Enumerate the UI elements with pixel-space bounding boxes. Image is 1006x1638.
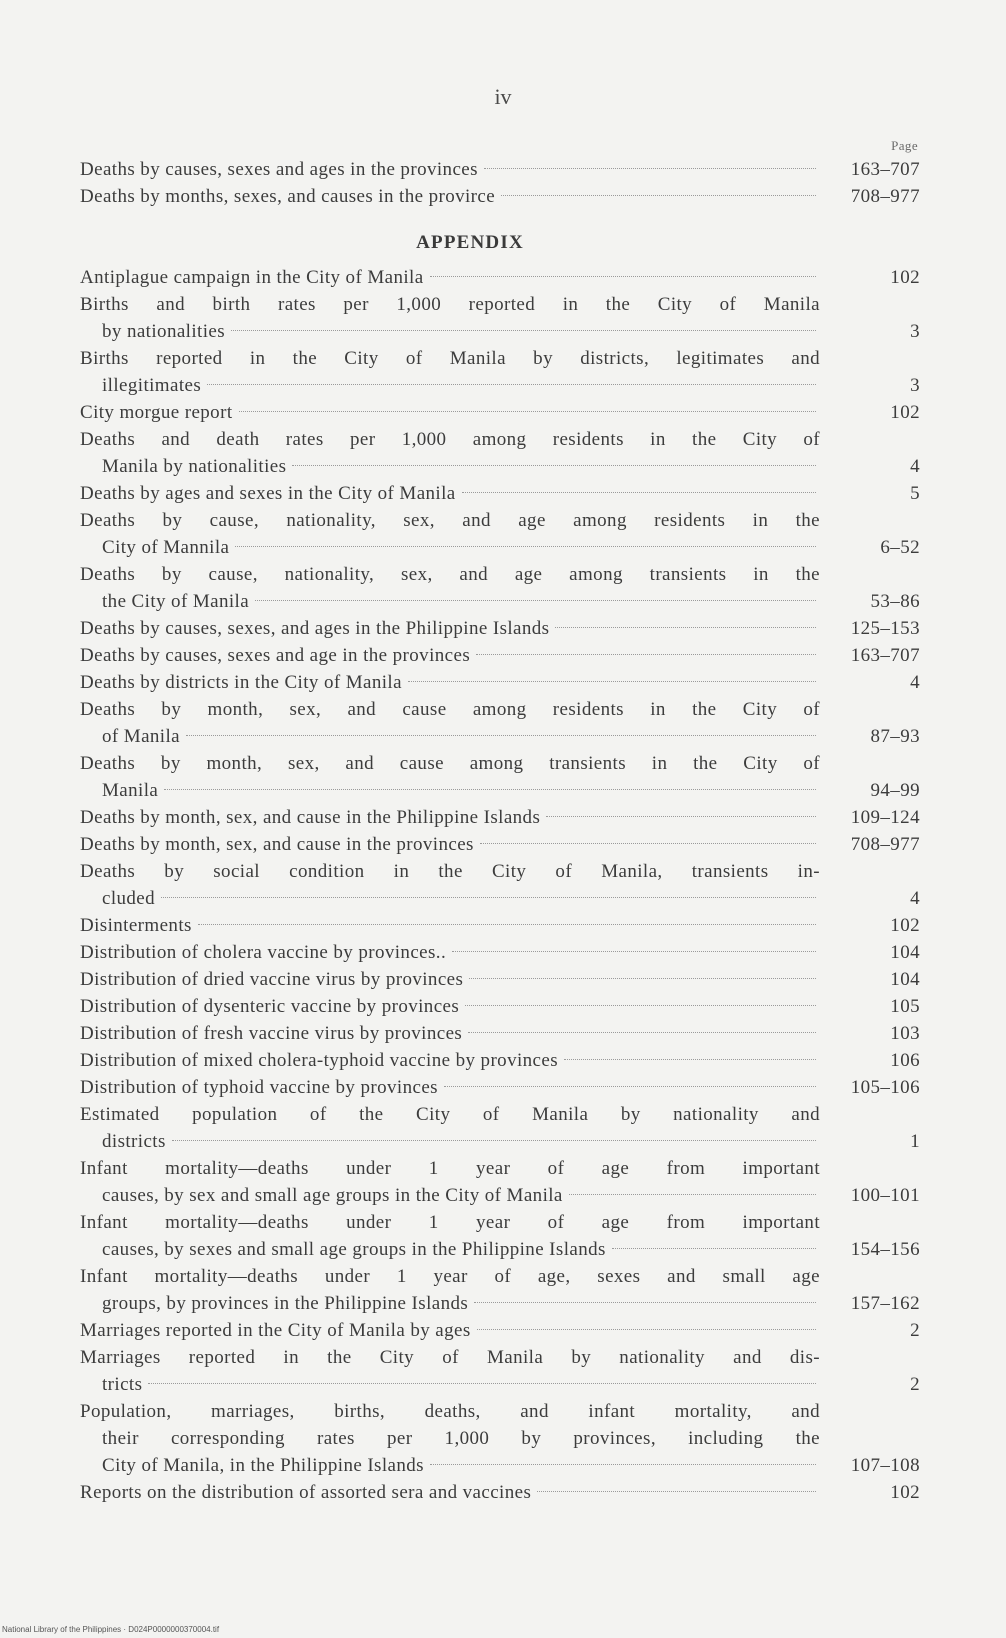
dot-leader [476, 654, 816, 655]
toc-entry-line [80, 399, 820, 426]
toc-entry-text: by nationalities [102, 321, 226, 342]
toc-entry [80, 264, 920, 291]
toc-entry [80, 750, 920, 804]
toc-entry-line [80, 642, 820, 669]
toc-entry-line [80, 588, 820, 615]
toc-entry-text: Deaths by month, sex, and cause in the provinces [80, 834, 474, 855]
toc-entry-title [80, 696, 820, 750]
toc-entry [80, 804, 920, 831]
toc-entry-page: 708–977 [850, 834, 920, 855]
toc-entry-line [80, 1479, 820, 1506]
toc-entry [80, 912, 920, 939]
toc-entry-text: Distribution of fresh vaccine virus by provinces [80, 1023, 463, 1044]
toc-entry-text: groups, by provinces in the Philippine Islands [102, 1293, 469, 1314]
toc-entry-title [80, 426, 820, 480]
toc-entry [80, 1344, 920, 1398]
toc-entry-text: Antiplague campaign in the City of Manila [80, 267, 424, 288]
footer-credit: National Library of the Philippines · D024P0000000370004.tif [2, 1625, 220, 1634]
dot-leader [172, 1140, 816, 1141]
toc-entry-line [80, 750, 820, 777]
toc-entry-line [80, 885, 820, 912]
dot-leader [198, 924, 816, 925]
toc-entry-title [80, 615, 820, 642]
toc-entry-text: Deaths by months, sexes, and causes in the provirce [80, 186, 496, 207]
dot-leader [430, 1464, 816, 1465]
toc-entry [80, 156, 920, 183]
toc-entry-line [80, 156, 820, 183]
toc-entry-line [80, 1128, 820, 1155]
toc-entry-text: districts [102, 1131, 166, 1152]
toc-entry-line [80, 1344, 820, 1371]
toc-entry-line [80, 858, 820, 885]
toc-entry-line [80, 669, 820, 696]
toc-entry-title [80, 1155, 820, 1209]
toc-entry [80, 1317, 920, 1344]
toc-entry-page: 102 [890, 402, 920, 423]
toc-entry-title [80, 1074, 820, 1101]
toc-entry-line [80, 372, 820, 399]
toc-entry-text: Infant mortality—deaths under 1 year of age from important [80, 1158, 820, 1179]
toc-entry-title [80, 912, 820, 939]
toc-entry-text: Population, marriages, births, deaths, and infant mortality, and [80, 1401, 820, 1422]
toc-entry-text: Deaths by ages and sexes in the City of Manila [80, 483, 456, 504]
toc-entry-text: City of Mannila [102, 537, 230, 558]
toc-entry [80, 561, 920, 615]
toc-entry-text: City of Manila, in the Philippine Islands [102, 1455, 424, 1476]
toc-entry [80, 1209, 920, 1263]
toc-entry [80, 858, 920, 912]
appendix-entries [80, 264, 920, 1506]
toc-entry-line [80, 804, 820, 831]
toc-entry-text: Marriages reported in the City of Manila by ages [80, 1320, 471, 1341]
toc-entry [80, 426, 920, 480]
dot-leader [186, 735, 816, 736]
toc-entry-line [80, 1317, 820, 1344]
toc-entry-page: 102 [890, 267, 920, 288]
toc-entry-page: 3 [910, 321, 920, 342]
toc-entry-line [80, 777, 820, 804]
toc-entry [80, 831, 920, 858]
dot-leader [474, 1302, 816, 1303]
toc-entry-title [80, 1263, 820, 1317]
toc-entry-page: 87–93 [870, 726, 920, 747]
toc-entry-title [80, 939, 820, 966]
dot-leader [612, 1248, 816, 1249]
dot-leader [477, 1329, 816, 1330]
toc-entry [80, 615, 920, 642]
toc-entry-text: tricts [102, 1374, 143, 1395]
toc-entry-title [80, 858, 820, 912]
toc-entry [80, 669, 920, 696]
toc-entry-line [80, 1371, 820, 1398]
toc-entry-line [80, 696, 820, 723]
toc-entry-line [80, 507, 820, 534]
toc-entry-line [80, 1047, 820, 1074]
dot-leader [555, 627, 816, 628]
toc-entry-line [80, 1074, 820, 1101]
toc-entry-page: 3 [910, 375, 920, 396]
dot-leader [501, 195, 816, 196]
toc-entry-title [80, 345, 820, 399]
toc-entry-text: Deaths by causes, sexes and ages in the provinces [80, 159, 478, 180]
toc-entry [80, 345, 920, 399]
top-entries [80, 156, 920, 210]
toc-entry-line [80, 480, 820, 507]
toc-entry [80, 966, 920, 993]
toc-entry-title [80, 1047, 820, 1074]
toc-entry-text: Infant mortality—deaths under 1 year of age from important [80, 1212, 820, 1233]
dot-leader [207, 384, 816, 385]
toc-entry-line [80, 723, 820, 750]
toc-entry-line [80, 1236, 820, 1263]
toc-entry-line [80, 1101, 820, 1128]
toc-entry-title [80, 291, 820, 345]
toc-entry-page: 2 [910, 1320, 920, 1341]
toc-entry [80, 696, 920, 750]
toc-entry-text: Deaths and death rates per 1,000 among residents in the City of [80, 429, 820, 450]
toc-entry [80, 1155, 920, 1209]
toc-entry-text: of Manila [102, 726, 180, 747]
toc-entry-text: Marriages reported in the City of Manila by nationality and dis- [80, 1347, 820, 1368]
dot-leader [255, 600, 816, 601]
dot-leader [484, 168, 816, 169]
toc-entry-page: 105 [890, 996, 920, 1017]
toc-entry-title [80, 1101, 820, 1155]
toc-entry-text: Deaths by causes, sexes and age in the provinces [80, 645, 471, 666]
appendix-title: APPENDIX [416, 232, 524, 253]
toc-entry [80, 642, 920, 669]
toc-entry-line [80, 1398, 820, 1425]
toc-entry [80, 399, 920, 426]
toc-entry-line [80, 1182, 820, 1209]
toc-entry-text: Deaths by social condition in the City of Manila, transients in- [80, 861, 820, 882]
toc-entry-title [80, 264, 820, 291]
toc-entry-text: Deaths by month, sex, and cause among transients in the City of [80, 753, 820, 774]
toc-entry-text: Distribution of dysenteric vaccine by provinces [80, 996, 460, 1017]
toc-entry-line [80, 1155, 820, 1182]
toc-entry-text: the City of Manila [102, 591, 250, 612]
dot-leader [231, 330, 816, 331]
dot-leader [469, 978, 816, 979]
toc-entry-page: 154–156 [850, 1239, 920, 1260]
dot-leader [462, 492, 816, 493]
toc-entry-page: 163–707 [850, 159, 920, 180]
toc-entry-text: Births and birth rates per 1,000 reported in the City of Manila [80, 294, 820, 315]
toc-entry-page: 104 [890, 942, 920, 963]
table-of-contents [80, 138, 920, 1506]
toc-entry-line [80, 831, 820, 858]
toc-entry-line [80, 1263, 820, 1290]
toc-entry-title [80, 399, 820, 426]
toc-entry [80, 1074, 920, 1101]
toc-entry-title [80, 669, 820, 696]
toc-entry-line [80, 318, 820, 345]
toc-entry-line [80, 183, 820, 210]
page-number: iv [494, 84, 512, 109]
toc-entry-text: Infant mortality—deaths under 1 year of age, sexes and small age [80, 1266, 820, 1287]
toc-entry-page: 102 [890, 915, 920, 936]
toc-entry-line [80, 264, 820, 291]
toc-entry-text: Distribution of dried vaccine virus by provinces [80, 969, 464, 990]
toc-entry-page: 104 [890, 969, 920, 990]
dot-leader [444, 1086, 816, 1087]
toc-entry-line [80, 453, 820, 480]
toc-entry-page: 125–153 [850, 618, 920, 639]
toc-entry-page: 105–106 [850, 1077, 920, 1098]
toc-entry-title [80, 831, 820, 858]
toc-entry-title [80, 750, 820, 804]
dot-leader [239, 411, 817, 412]
toc-entry [80, 1020, 920, 1047]
toc-entry-title [80, 804, 820, 831]
toc-entry [80, 1047, 920, 1074]
toc-entry-line [80, 939, 820, 966]
toc-entry-line [80, 1425, 820, 1452]
toc-entry-page: 2 [910, 1374, 920, 1395]
toc-entry-title [80, 966, 820, 993]
toc-entry-title [80, 183, 820, 210]
toc-entry-text: Distribution of mixed cholera-typhoid vaccine by provinces [80, 1050, 559, 1071]
toc-entry-title [80, 1020, 820, 1047]
toc-entry-text: Births reported in the City of Manila by districts, legitimates and [80, 348, 820, 369]
toc-entry-page: 100–101 [850, 1185, 920, 1206]
toc-entry-text: Deaths by cause, nationality, sex, and age among residents in the [80, 510, 820, 531]
toc-entry-line [80, 966, 820, 993]
toc-entry-title [80, 993, 820, 1020]
toc-entry [80, 1101, 920, 1155]
toc-entry [80, 993, 920, 1020]
toc-entry-page: 53–86 [870, 591, 920, 612]
dot-leader [164, 789, 816, 790]
toc-entry-text: Deaths by districts in the City of Manila [80, 672, 402, 693]
toc-entry-text: their corresponding rates per 1,000 by provinces, including the [102, 1428, 820, 1449]
toc-entry-page: 109–124 [850, 807, 920, 828]
toc-entry-text: Deaths by cause, nationality, sex, and age among transients in the [80, 564, 820, 585]
toc-entry-title [80, 1344, 820, 1398]
dot-leader [564, 1059, 816, 1060]
dot-leader [452, 951, 816, 952]
toc-entry-page: 107–108 [850, 1455, 920, 1476]
toc-entry-line [80, 1452, 820, 1479]
toc-entry-line [80, 912, 820, 939]
toc-entry [80, 1263, 920, 1317]
toc-entry-page: 1 [910, 1131, 920, 1152]
dot-leader [480, 843, 816, 844]
dot-leader [430, 276, 816, 277]
toc-entry-title [80, 480, 820, 507]
dot-leader [569, 1194, 816, 1195]
toc-entry-line [80, 1290, 820, 1317]
toc-entry-text: Deaths by month, sex, and cause in the Philippine Islands [80, 807, 541, 828]
toc-entry-text: Estimated population of the City of Manila by nationality and [80, 1104, 820, 1125]
toc-entry [80, 939, 920, 966]
toc-entry-line [80, 534, 820, 561]
dot-leader [235, 546, 816, 547]
toc-entry-page: 4 [910, 888, 920, 909]
toc-entry-line [80, 561, 820, 588]
toc-entry-line [80, 291, 820, 318]
toc-entry-page: 163–707 [850, 645, 920, 666]
toc-entry-page: 708–977 [850, 186, 920, 207]
toc-entry-text: City morgue report [80, 402, 233, 423]
dot-leader [465, 1005, 816, 1006]
toc-entry-text: Disinterments [80, 915, 192, 936]
toc-entry-line [80, 1209, 820, 1236]
toc-entry-text: cluded [102, 888, 156, 909]
toc-entry-page: 94–99 [870, 780, 920, 801]
toc-entry-text: Distribution of cholera vaccine by provinces.. [80, 942, 447, 963]
toc-entry-title [80, 1317, 820, 1344]
toc-entry-page: 5 [910, 483, 920, 504]
dot-leader [408, 681, 816, 682]
toc-entry [80, 507, 920, 561]
dot-leader [468, 1032, 816, 1033]
toc-entry [80, 183, 920, 210]
dot-leader [148, 1383, 816, 1384]
dot-leader [161, 897, 816, 898]
toc-entry-line [80, 426, 820, 453]
toc-entry-page: 4 [910, 672, 920, 693]
toc-entry-page: 106 [890, 1050, 920, 1071]
toc-entry-title [80, 561, 820, 615]
toc-entry-line [80, 1020, 820, 1047]
toc-entry-page: 4 [910, 456, 920, 477]
toc-entry-line [80, 993, 820, 1020]
toc-entry-text: causes, by sex and small age groups in the City of Manila [102, 1185, 563, 1206]
toc-entry-title [80, 1209, 820, 1263]
toc-entry [80, 1479, 920, 1506]
toc-entry-text: illegitimates [102, 375, 202, 396]
toc-entry-text: Manila [102, 780, 159, 801]
toc-entry-text: Reports on the distribution of assorted sera and vaccines [80, 1482, 532, 1503]
toc-entry-text: causes, by sexes and small age groups in the Philippine Islands [102, 1239, 606, 1260]
toc-entry-text: Deaths by month, sex, and cause among residents in the City of [80, 699, 820, 720]
toc-entry-text: Distribution of typhoid vaccine by provinces [80, 1077, 438, 1098]
toc-entry-text: Manila by nationalities [102, 456, 287, 477]
toc-entry-title [80, 1479, 820, 1506]
toc-entry-title [80, 642, 820, 669]
toc-entry-title [80, 507, 820, 561]
toc-entry-title [80, 156, 820, 183]
toc-entry-title [80, 1398, 820, 1479]
toc-entry-line [80, 615, 820, 642]
toc-entry-page: 157–162 [850, 1293, 920, 1314]
toc-entry-page: 102 [890, 1482, 920, 1503]
toc-entry-page: 6–52 [880, 537, 920, 558]
toc-entry [80, 1398, 920, 1479]
dot-leader [537, 1491, 816, 1492]
toc-entry [80, 291, 920, 345]
toc-entry-line [80, 345, 820, 372]
toc-entry [80, 480, 920, 507]
dot-leader [546, 816, 816, 817]
page-column-header: Page [891, 138, 918, 153]
toc-entry-page: 103 [890, 1023, 920, 1044]
dot-leader [292, 465, 816, 466]
toc-entry-text: Deaths by causes, sexes, and ages in the Philippine Islands [80, 618, 550, 639]
